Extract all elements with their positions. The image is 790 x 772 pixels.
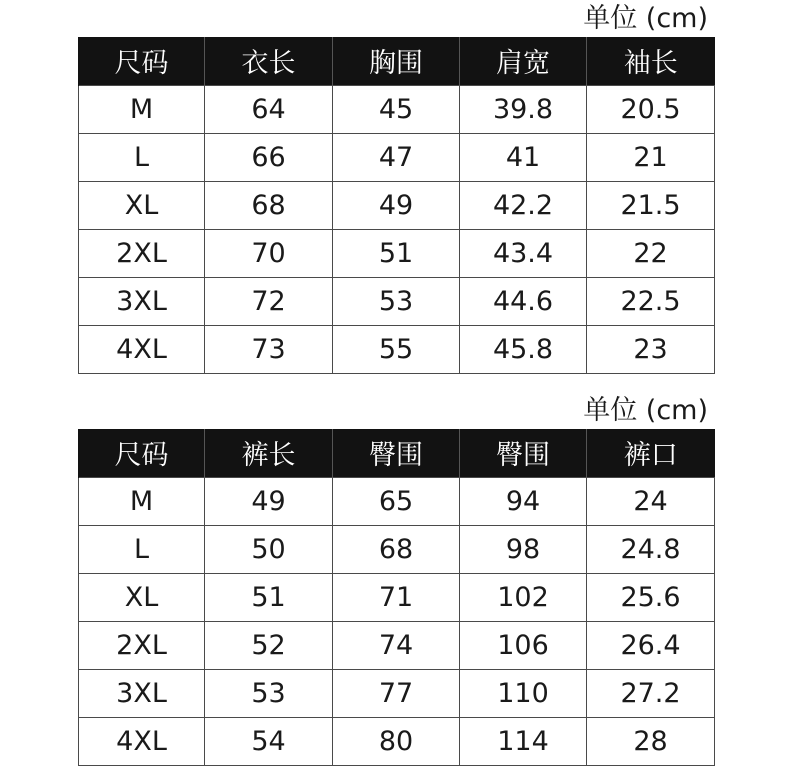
table-cell: L	[79, 525, 205, 573]
header-hip: 臀围	[333, 429, 460, 477]
header-hip-2: 臀围	[460, 429, 587, 477]
table-cell: 73	[205, 325, 333, 373]
table-cell: XL	[79, 573, 205, 621]
header-length: 衣长	[205, 37, 333, 85]
table-row	[79, 669, 715, 717]
table-row	[79, 325, 715, 373]
top-unit-label: 单位 (cm)	[583, 3, 708, 34]
table-row	[79, 525, 715, 573]
header-leg-opening: 裤口	[587, 429, 715, 477]
table-cell: 102	[460, 573, 587, 621]
table-cell: 2XL	[79, 621, 205, 669]
table-row	[79, 277, 715, 325]
table-cell: 66	[205, 133, 333, 181]
table-cell: 43.4	[460, 229, 587, 277]
table-header-row	[79, 429, 715, 477]
table-cell: 4XL	[79, 717, 205, 765]
table-cell: 39.8	[460, 85, 587, 133]
table-cell: 55	[333, 325, 460, 373]
table-cell: 45.8	[460, 325, 587, 373]
table-cell: 41	[460, 133, 587, 181]
header-sleeve: 袖长	[587, 37, 715, 85]
header-size: 尺码	[79, 37, 205, 85]
bottom-size-table	[78, 429, 715, 766]
table-cell: 21.5	[587, 181, 715, 229]
table-cell: 23	[587, 325, 715, 373]
table-cell: 45	[333, 85, 460, 133]
table-cell: 74	[333, 621, 460, 669]
table-cell: 70	[205, 229, 333, 277]
table-cell: 27.2	[587, 669, 715, 717]
table-cell: 71	[333, 573, 460, 621]
table-row	[79, 181, 715, 229]
table-row	[79, 477, 715, 525]
table-cell: M	[79, 85, 205, 133]
table-row	[79, 133, 715, 181]
table-header-row	[79, 37, 715, 85]
table-cell: 22	[587, 229, 715, 277]
header-chest: 胸围	[333, 37, 460, 85]
table-cell: 3XL	[79, 669, 205, 717]
table-cell: 53	[333, 277, 460, 325]
header-pants-length: 裤长	[205, 429, 333, 477]
table-cell: 64	[205, 85, 333, 133]
table-cell: 94	[460, 477, 587, 525]
table-cell: M	[79, 477, 205, 525]
table-cell: 50	[205, 525, 333, 573]
table-cell: 68	[333, 525, 460, 573]
top-size-table	[78, 37, 715, 374]
table-cell: 72	[205, 277, 333, 325]
table-cell: 24.8	[587, 525, 715, 573]
table-row	[79, 573, 715, 621]
table-row	[79, 229, 715, 277]
table-cell: 20.5	[587, 85, 715, 133]
table-cell: 54	[205, 717, 333, 765]
table-cell: 51	[333, 229, 460, 277]
table-cell: 44.6	[460, 277, 587, 325]
bottom-unit-label: 单位 (cm)	[583, 395, 708, 426]
table-cell: 49	[333, 181, 460, 229]
table-row	[79, 85, 715, 133]
table-cell: 22.5	[587, 277, 715, 325]
table-cell: 2XL	[79, 229, 205, 277]
table-cell: 47	[333, 133, 460, 181]
table-cell: 106	[460, 621, 587, 669]
table-cell: 53	[205, 669, 333, 717]
table-cell: XL	[79, 181, 205, 229]
table-cell: 3XL	[79, 277, 205, 325]
table-cell: 110	[460, 669, 587, 717]
table-cell: 4XL	[79, 325, 205, 373]
table-cell: 21	[587, 133, 715, 181]
table-cell: 80	[333, 717, 460, 765]
table-cell: 77	[333, 669, 460, 717]
table-cell: 49	[205, 477, 333, 525]
table-cell: 68	[205, 181, 333, 229]
table-cell: 98	[460, 525, 587, 573]
table-row	[79, 621, 715, 669]
table-cell: 51	[205, 573, 333, 621]
table-cell: 114	[460, 717, 587, 765]
table-cell: 42.2	[460, 181, 587, 229]
table-row	[79, 717, 715, 765]
table-cell: 25.6	[587, 573, 715, 621]
table-cell: 52	[205, 621, 333, 669]
table-cell: 24	[587, 477, 715, 525]
header-shoulder: 肩宽	[460, 37, 587, 85]
table-cell: 65	[333, 477, 460, 525]
header-size: 尺码	[79, 429, 205, 477]
table-cell: L	[79, 133, 205, 181]
table-cell: 28	[587, 717, 715, 765]
table-cell: 26.4	[587, 621, 715, 669]
